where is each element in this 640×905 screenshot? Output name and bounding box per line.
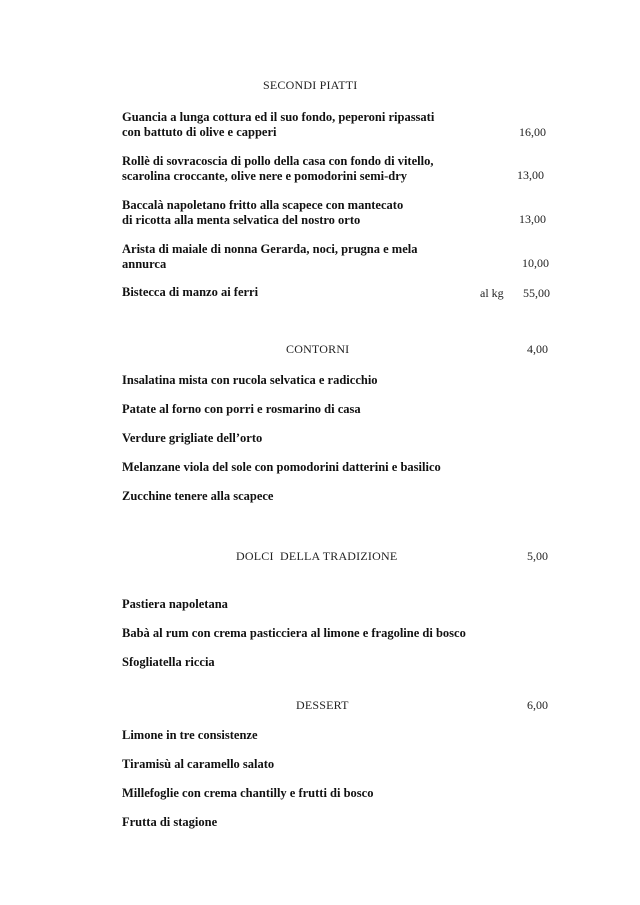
dessert-item: Millefoglie con crema chantilly e frutti di bosco — [122, 786, 374, 800]
dish-description-line: annurca — [122, 257, 167, 271]
dolci-item: Babà al rum con crema pasticciera al limone e fragoline di bosco — [122, 626, 466, 640]
dish-description-line: scarolina croccante, olive nere e pomodorini semi-dry — [122, 169, 408, 183]
contorni-item: Verdure grigliate dell’orto — [122, 431, 263, 445]
secondi-section-title: SECONDI PIATTI — [263, 78, 358, 92]
dish-description-line: Bistecca di manzo ai ferri — [122, 285, 259, 299]
dish-description-line: Arista di maiale di nonna Gerarda, noci, prugna e mela — [122, 242, 418, 256]
secondi-item — [122, 110, 434, 140]
contorni-item: Insalatina mista con rucola selvatica e radicchio — [122, 373, 378, 387]
secondi-item — [122, 285, 258, 300]
dessert-item: Tiramisù al caramello salato — [122, 757, 275, 771]
dish-price: 13,00 — [519, 212, 546, 226]
dish-price: 10,00 — [522, 256, 549, 270]
dessert-section-title: DESSERT — [296, 698, 349, 712]
contorni-item: Melanzane viola del sole con pomodorini datterini e basilico — [122, 460, 441, 474]
dolci-section-title: DOLCI DELLA TRADIZIONE — [236, 549, 398, 563]
dish-description-line: con battuto di olive e capperi — [122, 125, 277, 139]
dolci-section-price: 5,00 — [527, 549, 548, 563]
dish-price: 16,00 — [519, 125, 546, 139]
contorni-item: Patate al forno con porri e rosmarino di casa — [122, 402, 361, 416]
price-unit: al kg — [480, 286, 504, 300]
dessert-section-price: 6,00 — [527, 698, 548, 712]
dish-description-line: di ricotta alla menta selvatica del nostro orto — [122, 213, 361, 227]
secondi-item — [122, 242, 418, 272]
secondi-item — [122, 154, 433, 184]
dessert-item: Frutta di stagione — [122, 815, 218, 829]
contorni-item: Zucchine tenere alla scapece — [122, 489, 274, 503]
contorni-section-title: CONTORNI — [286, 342, 350, 356]
dish-price: 13,00 — [517, 168, 544, 182]
dolci-item: Pastiera napoletana — [122, 597, 228, 611]
contorni-section-price: 4,00 — [527, 342, 548, 356]
dish-description-line: Baccalà napoletano fritto alla scapece con mantecato — [122, 198, 404, 212]
dish-description-line: Guancia a lunga cottura ed il suo fondo, peperoni ripassati — [122, 110, 435, 124]
dessert-item: Limone in tre consistenze — [122, 728, 258, 742]
dish-description-line: Rollè di sovracoscia di pollo della casa con fondo di vitello, — [122, 154, 434, 168]
secondi-item — [122, 198, 403, 228]
dolci-item: Sfogliatella riccia — [122, 655, 215, 669]
dish-price: 55,00 — [523, 286, 550, 300]
